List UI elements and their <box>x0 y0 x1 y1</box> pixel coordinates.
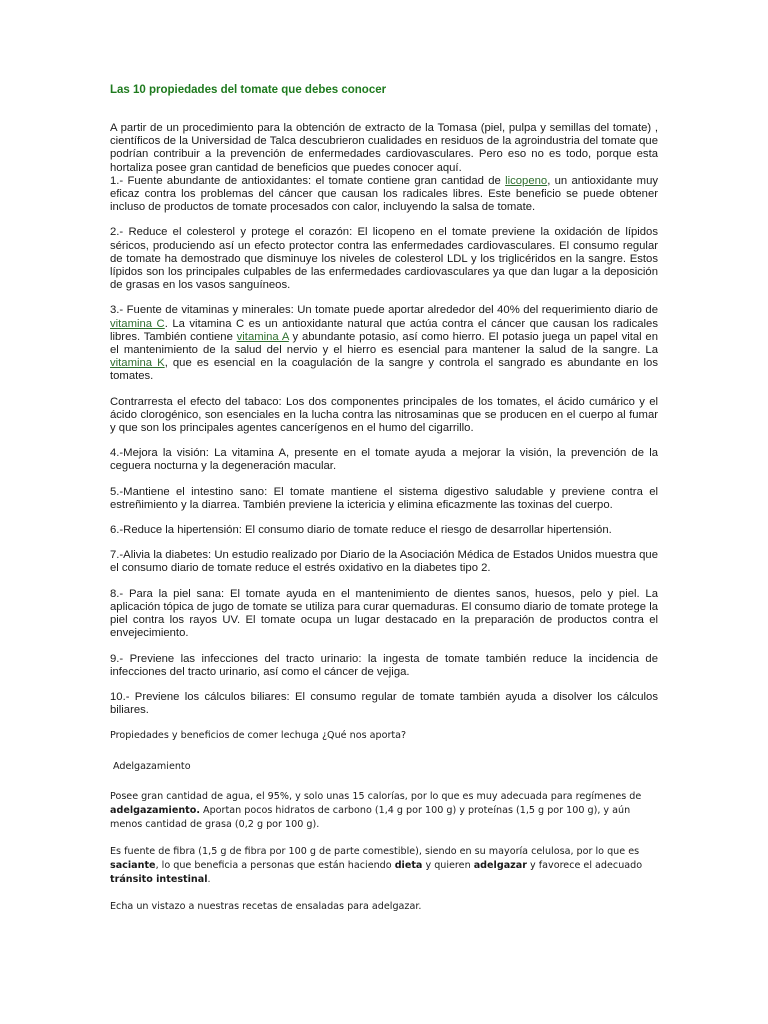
item-1-paragraph <box>110 175 658 215</box>
fibra-text-e: . <box>207 874 211 886</box>
item-1-text-b: , un antioxidante muy eficaz contra los problemas del cáncer que causan los radicales libres. Este beneficio se puede obtener incluso de productos de tomate procesados con calor, incluyendo la salsa de tomate. <box>110 174 659 214</box>
agua-text-a: Posee gran cantidad de agua, el 95%, y solo unas 15 calorías, por lo que es muy adecuada para regímenes de <box>110 791 642 803</box>
fibra-text-b: , lo que beneficia a personas que están haciendo <box>155 860 395 872</box>
item-9-paragraph: 9.- Previene las infecciones del tracto urinario: la ingesta de tomate también reduce la incidencia de infecciones del tracto urinario, así como el cáncer de vejiga. <box>110 652 658 678</box>
fibra-text-d: y favorece el adecuado <box>526 860 643 872</box>
item-2-paragraph: 2.- Reduce el colesterol y protege el corazón: El licopeno en el tomate previene la oxidación de lípidos séricos, produciendo así un efecto protector contra las enfermedades cardiovasculares. El consumo regular de tomate ha demostrado que disminuye los niveles de colesterol LDL y los triglicéridos en la sangre. Estos lípidos son los principales culpables de las enfermedades cardiovasculares ya que dan lugar a la deposición de grasas en los vasos sanguíneos. <box>110 226 658 292</box>
lechuga-agua-paragraph <box>110 790 658 832</box>
fibra-bold-transito: tránsito intestinal <box>110 874 208 886</box>
fibra-bold-dieta: dieta <box>394 860 423 872</box>
item-5-paragraph: 5.-Mantiene el intestino sano: El tomate mantiene el sistema digestivo saludable y previene contra el estreñimiento y la diarrea. También previene la ictericia y elimina eficazmente las toxinas del cuerpo. <box>110 485 658 511</box>
item-6-paragraph: 6.-Reduce la hipertensión: El consumo diario de tomate reduce el riesgo de desarrollar hipertensión. <box>110 524 612 537</box>
document-page <box>110 84 658 927</box>
intro-paragraph: A partir de un procedimiento para la obtención de extracto de la Tomasa (piel, pulpa y semillas del tomate) , científicos de la Universidad de Talca descubrieron cualidades en residuos de la agroindustria del tomate que podrían contribuir a la prevención de enfermedades cardiovasculares. Pero eso no es todo, porque esta hortaliza posee gran cantidad de beneficios que puedes conocer aquí. <box>110 122 658 174</box>
item-3-paragraph <box>110 304 658 383</box>
vitamina-c-link[interactable]: vitamina C <box>110 317 165 330</box>
agua-text-b: Aportan pocos hidratos de carbono (1,4 g por 100 g) y proteínas (1,5 g por 100 g), y aún menos cantidad de grasa (0,2 g por 100 g). <box>110 805 631 831</box>
item-1-text-a: 1.- Fuente abundante de antioxidantes: el tomate contiene gran cantidad de <box>110 174 506 187</box>
recetas-paragraph: Echa un vistazo a nuestras recetas de ensaladas para adelgazar. <box>110 901 422 913</box>
item-10-paragraph: 10.- Previene los cálculos biliares: El consumo regular de tomate también ayuda a disolver los cálculos biliares. <box>110 690 658 717</box>
item-3-text-a: 3.- Fuente de vitaminas y minerales: Un tomate puede aportar alrededor del 40% del requerimiento diario de <box>110 304 658 317</box>
agua-bold-adelgazamiento: adelgazamiento. <box>110 805 200 817</box>
fibra-bold-adelgazar: adelgazar <box>473 860 527 872</box>
fibra-bold-saciante: saciante <box>110 860 156 872</box>
fibra-text-c: y quieren <box>422 860 474 872</box>
item-7-paragraph: 7.-Alivia la diabetes: Un estudio realizado por Diario de la Asociación Médica de Estados Unidos muestra que el consumo diario de tomate reduce el estrés oxidativo en la diabetes tipo 2. <box>110 549 658 575</box>
item-4-paragraph: 4.-Mejora la visión: La vitamina A, presente en el tomate ayuda a mejorar la visión, la prevención de la ceguera nocturna y la degeneración macular. <box>110 447 658 473</box>
tabaco-paragraph: Contrarresta el efecto del tabaco: Los dos componentes principales de los tomates, el ácido cumárico y el ácido clorogénico, son esenciales en la lucha contra las nitrosaminas que se producen en el cuerpo al fumar y que son los principales agentes cancerígenos en el humo del cigarrillo. <box>110 395 658 435</box>
lechuga-heading: Propiedades y beneficios de comer lechuga ¿Qué nos aporta? <box>110 730 407 742</box>
item-8-paragraph: 8.- Para la piel sana: El tomate ayuda en el mantenimiento de dientes sanos, huesos, pelo y piel. La aplicación tópica de jugo de tomate se utiliza para curar quemaduras. El consumo diario de tomate protege la piel contra los rayos UV. El tomate ocupa un lugar destacado en la preparación de productos contra el envejecimiento. <box>110 587 658 640</box>
adelgazamiento-subheading: Adelgazamiento <box>113 761 191 773</box>
licopeno-link[interactable]: licopeno <box>505 174 548 187</box>
fibra-text-a: Es fuente de fibra (1,5 g de fibra por 100 g de parte comestible), siendo en su mayoría celulosa, por lo que es <box>110 846 640 858</box>
vitamina-k-link[interactable]: vitamina K <box>110 357 165 370</box>
vitamina-a-link[interactable]: vitamina A <box>236 330 289 343</box>
item-3-text-b: . La vitamina C es un antioxidante natural que actúa contra el cáncer que causan los radicales libres. También contiene <box>110 317 658 343</box>
item-3-text-d: , que es esencial en la coagulación de la sangre y controla el sangrado es abundante en los tomates. <box>110 357 658 383</box>
lechuga-fibra-paragraph <box>110 845 658 887</box>
item-3-text-c: y abundante potasio, así como hierro. El potasio juega un papel vital en el mantenimiento de la salud del nervio y el hierro es esencial para mantener la salud de la sangre. La <box>110 330 658 357</box>
page-title: Las 10 propiedades del tomate que debes conocer <box>110 84 387 96</box>
